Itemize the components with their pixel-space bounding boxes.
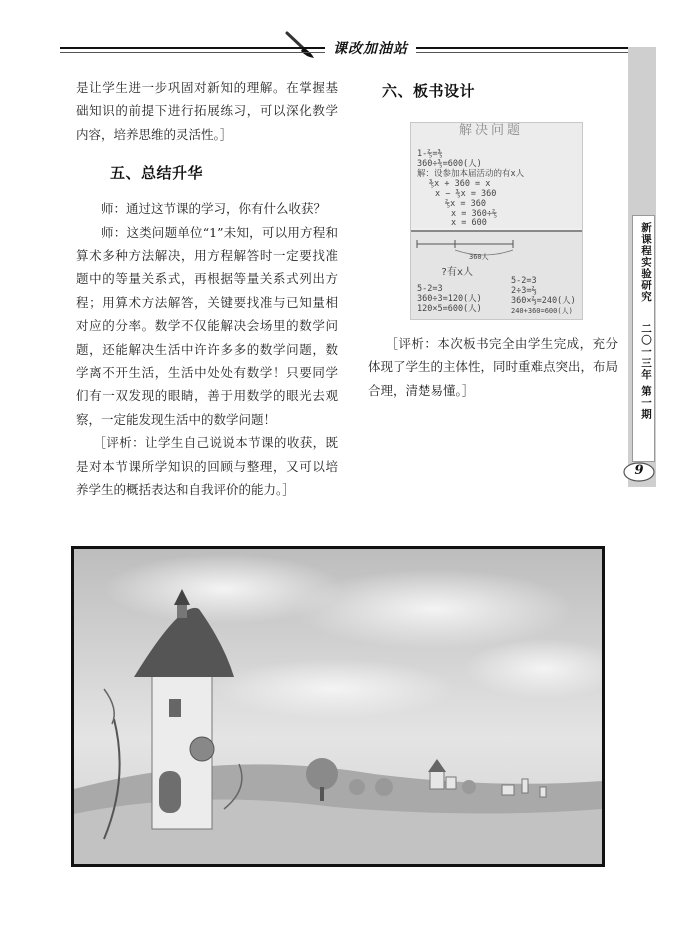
issue-label: 二〇一三年 第一期	[640, 323, 652, 420]
teacher-summary: 师：这类问题单位“1”未知，可以用方程和算术多种方法解决，用方程解答时一定要找准题中的等量关系式，再根据等量关系式列出方程；用算术方法解答，关键要找准与已知量相对应的分率。数学不仅能解决会场里的数学问题，还能解决生活中许许多多的数学问题，数学离不开生活，生活中处处有数学！只要同学们有一双发现的眼睛，善于用数学的眼光去观察，一定能发现生活中的数学问题！	[76, 224, 338, 427]
board-line: 解：设参加本届活动的有x人	[417, 169, 525, 179]
board-bottom-panel	[411, 230, 582, 320]
board-line: 360÷3=120(人)	[417, 294, 482, 304]
section-title-5: 五、总结升华	[110, 164, 204, 183]
fairy-tale-illustration	[71, 546, 605, 867]
blackboard-photo	[410, 122, 583, 320]
brush-icon	[284, 30, 318, 60]
comment-left: ［评析：让学生自己说说本节课的收获，既是对本节课所学知识的回顾与整理，又可以培养学生的概括表达和自我评价的能力。］	[76, 435, 338, 498]
column-title: 课改加油站	[325, 38, 416, 58]
right-column	[368, 76, 618, 101]
board-top-panel	[411, 123, 582, 228]
segment-diagram	[415, 236, 515, 266]
journal-title: 新课程实验研究	[640, 222, 652, 303]
left-column	[76, 76, 338, 502]
board-line: 5-2=3	[511, 276, 537, 286]
board-line: 360×⅔=240(人)	[511, 296, 576, 306]
page-number: 9	[634, 463, 644, 478]
illustration-scene	[74, 549, 602, 864]
board-title: 解决问题	[459, 123, 524, 138]
board-line: x = 600	[451, 218, 487, 228]
diagram-label: 360人	[469, 253, 489, 261]
board-line: 240+360=600(人)	[511, 307, 573, 315]
section-title-6: 六、板书设计	[382, 82, 476, 100]
board-line: 5-2=3	[417, 284, 443, 294]
board-line: 120×5=600(人)	[417, 304, 482, 314]
right-comment-wrap	[368, 332, 618, 402]
comment-right: ［评析：本次板书完全由学生完成，充分体现了学生的主体性，同时重难点突出，布局合理，清楚易懂。］	[368, 336, 619, 398]
board-line: x − ⅗x = 360	[435, 189, 497, 199]
board-line: x = 360÷⅖	[451, 209, 498, 219]
paragraph-continued: 是让学生进一步巩固对新知的理解。在掌握基础知识的前提下进行拓展练习，可以深化教学内容，培养思维的灵活性。］	[76, 80, 338, 142]
board-line: 360÷⅗=600(人)	[417, 159, 482, 169]
unknown-label: ?有x人	[441, 267, 474, 278]
teacher-question: 师：通过这节课的学习，你有什么收获？	[101, 201, 327, 217]
board-line: ⅖x = 360	[445, 199, 486, 209]
board-line: ⅗x + 360 = x	[429, 179, 491, 189]
board-line: 2÷3=⅔	[511, 286, 537, 296]
board-line: 1-⅖=⅗	[417, 149, 443, 159]
